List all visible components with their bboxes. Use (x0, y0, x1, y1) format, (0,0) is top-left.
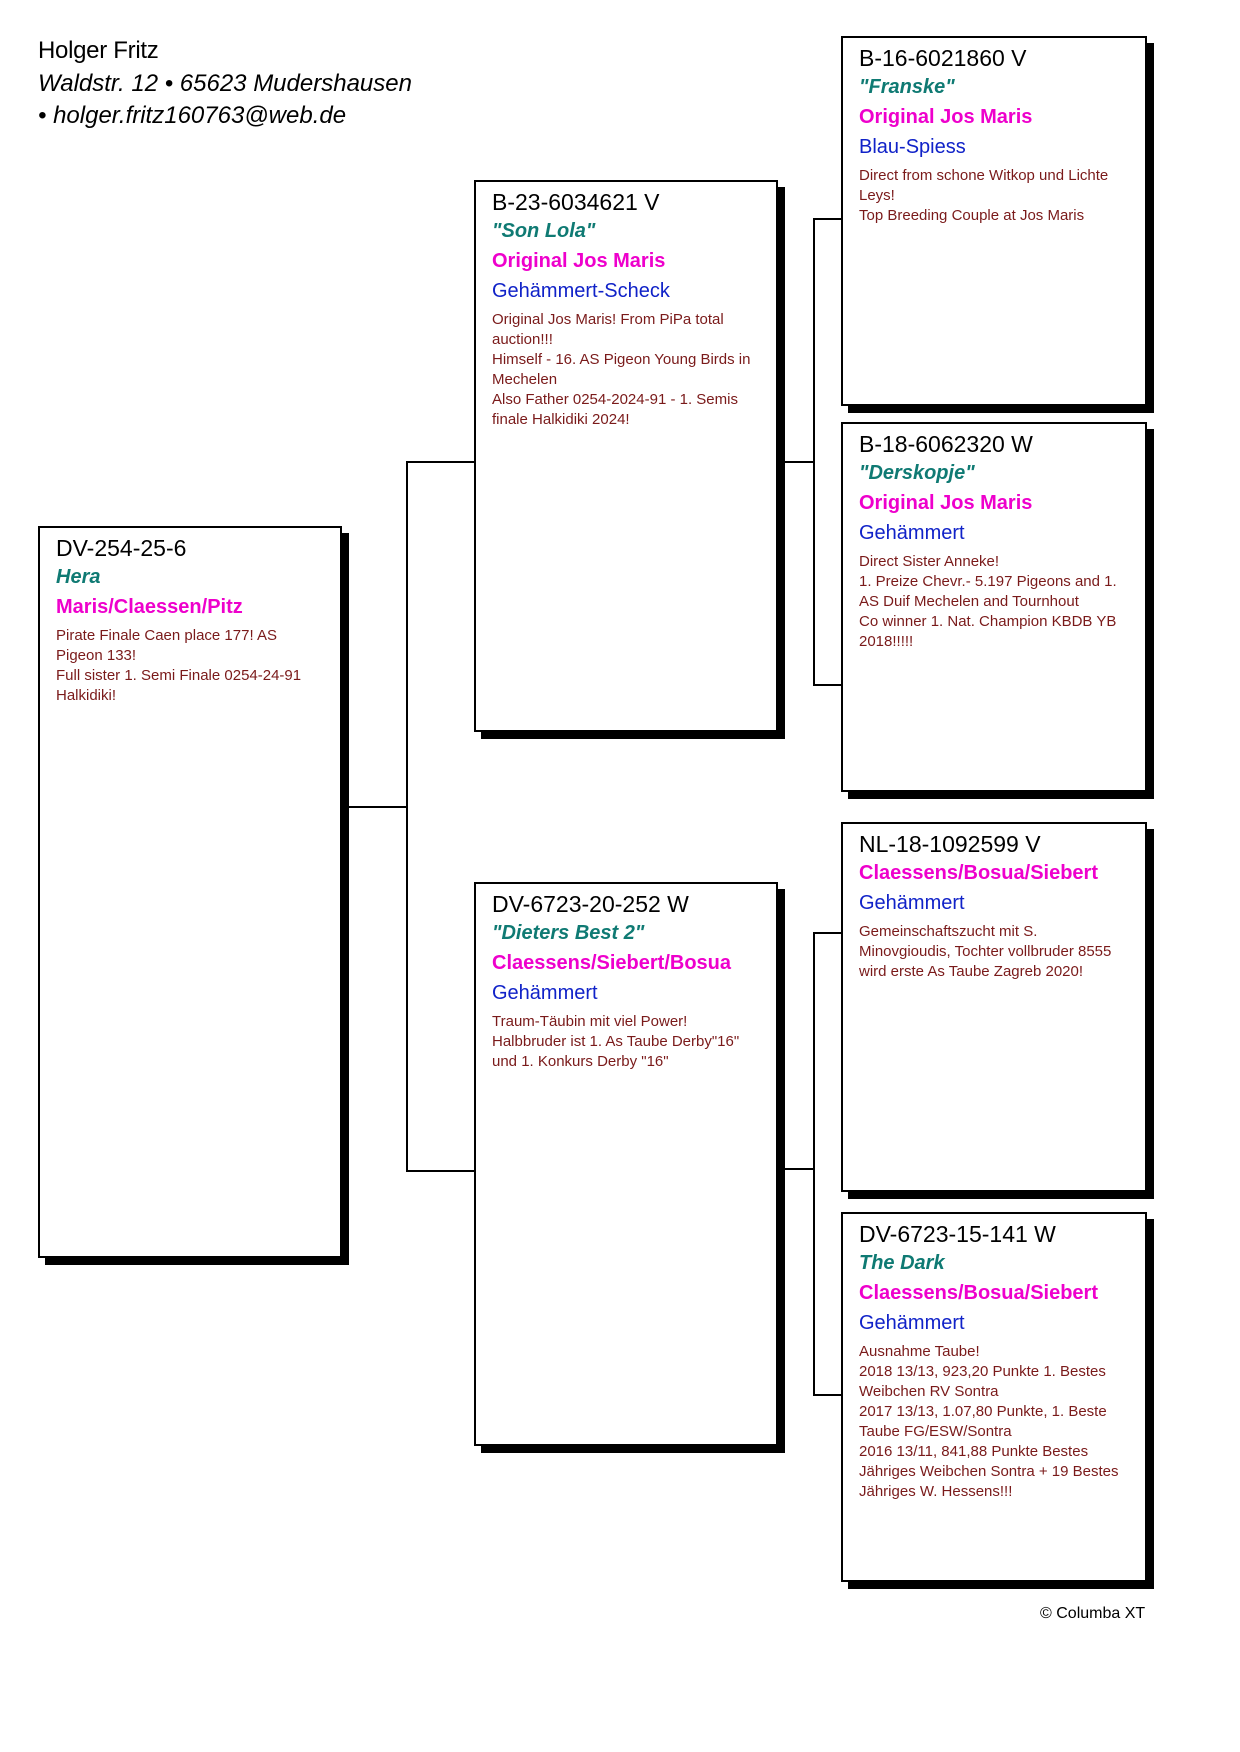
ff-notes (859, 166, 1131, 226)
ff-card (841, 36, 1147, 406)
ff-note: Top Breeding Couple at Jos Maris (859, 207, 1085, 224)
connector-father-vertical (813, 218, 815, 686)
connector-subject-stem (349, 806, 407, 808)
ff-ring: B-16-6021860 V (859, 45, 1027, 71)
owner-email: • holger.fritz160763@web.de (38, 102, 347, 129)
subject-note: Pirate Finale Caen place 177! AS Pigeon 133! (56, 627, 277, 664)
father-notes (492, 310, 762, 430)
mm-note: 2017 13/13, 1.07,80 Punkte, 1. Beste Taube FG/ESW/Sontra (859, 1403, 1107, 1440)
father-name: "Son Lola" (492, 220, 596, 242)
mm-note: Ausnahme Taube! (859, 1343, 980, 1360)
fm-ring: B-18-6062320 W (859, 431, 1033, 457)
subject-ring: DV-254-25-6 (56, 535, 187, 561)
mm-color: Gehämmert (859, 1312, 965, 1334)
mm-notes (859, 1342, 1131, 1502)
father-note: Also Father 0254-2024-91 - 1. Semis finale Halkidiki 2024! (492, 391, 738, 428)
copyright: © Columba XT (1040, 1605, 1146, 1622)
connector-mother-stem (782, 1168, 815, 1170)
mm-note: 2018 13/13, 923,20 Punkte 1. Bestes Weibchen RV Sontra (859, 1363, 1106, 1400)
fm-breeder: Original Jos Maris (859, 492, 1033, 514)
connector-gen1-vertical (406, 461, 408, 1172)
mm-name: The Dark (859, 1252, 945, 1274)
subject-name: Hera (56, 566, 101, 588)
mf-ring: NL-18-1092599 V (859, 831, 1041, 857)
father-breeder: Original Jos Maris (492, 250, 666, 272)
father-color: Gehämmert-Scheck (492, 280, 670, 302)
fm-note: Direct Sister Anneke! (859, 553, 1000, 570)
mm-ring: DV-6723-15-141 W (859, 1221, 1056, 1247)
fm-color: Gehämmert (859, 522, 965, 544)
mf-color: Gehämmert (859, 892, 965, 914)
father-note: Original Jos Maris! From PiPa total auction!!! (492, 311, 724, 348)
father-card (474, 180, 778, 732)
mm-card (841, 1212, 1147, 1582)
owner-name: Holger Fritz (38, 37, 159, 64)
fm-card (841, 422, 1147, 792)
connector-mother-vertical (813, 932, 815, 1396)
connector-father-stem (782, 461, 815, 463)
mf-breeder: Claessens/Bosua/Siebert (859, 862, 1098, 884)
fm-name: "Derskopje" (859, 462, 975, 484)
fm-notes (859, 552, 1131, 652)
fm-note: Co winner 1. Nat. Champion KBDB YB 2018!!!!! (859, 613, 1117, 650)
mother-breeder: Claessens/Siebert/Bosua (492, 952, 731, 974)
mother-note: Traum-Täubin mit viel Power! (492, 1013, 688, 1030)
mother-note: Halbbruder ist 1. As Taube Derby"16" und 1. Konkurs Derby "16" (492, 1033, 740, 1070)
ff-name: "Franske" (859, 76, 955, 98)
subject-notes (56, 626, 326, 706)
ff-note: Direct from schone Witkop und Lichte Leys! (859, 167, 1109, 204)
connector-to-mother (406, 1170, 474, 1172)
father-ring: B-23-6034621 V (492, 189, 660, 215)
subject-breeder: Maris/Claessen/Pitz (56, 596, 243, 618)
ff-color: Blau-Spiess (859, 136, 966, 158)
mother-ring: DV-6723-20-252 W (492, 891, 689, 917)
connector-to-father (406, 461, 474, 463)
subject-card (38, 526, 342, 1258)
owner-address: Waldstr. 12 • 65623 Mudershausen (38, 70, 412, 97)
owner-header (38, 34, 412, 132)
mf-card (841, 822, 1147, 1192)
mm-note: 2016 13/11, 841,88 Punkte Bestes Jähriges Weibchen Sontra + 19 Bestes Jähriges W. Hessens!!! (859, 1443, 1119, 1500)
fm-note: 1. Preize Chevr.- 5.197 Pigeons and 1. AS Duif Mechelen and Tournhout (859, 573, 1117, 610)
mf-notes (859, 922, 1131, 982)
father-note: Himself - 16. AS Pigeon Young Birds in Mechelen (492, 351, 751, 388)
mother-card (474, 882, 778, 1446)
subject-note: Full sister 1. Semi Finale 0254-24-91 Halkidiki! (56, 667, 302, 704)
mf-note: Gemeinschaftszucht mit S. Minovgioudis, Tochter vollbruder 8555 wird erste As Taube Zagreb 2020! (859, 923, 1112, 980)
mother-notes (492, 1012, 762, 1072)
mother-color: Gehämmert (492, 982, 598, 1004)
mother-name: "Dieters Best 2" (492, 922, 645, 944)
ff-breeder: Original Jos Maris (859, 106, 1033, 128)
mm-breeder: Claessens/Bosua/Siebert (859, 1282, 1098, 1304)
